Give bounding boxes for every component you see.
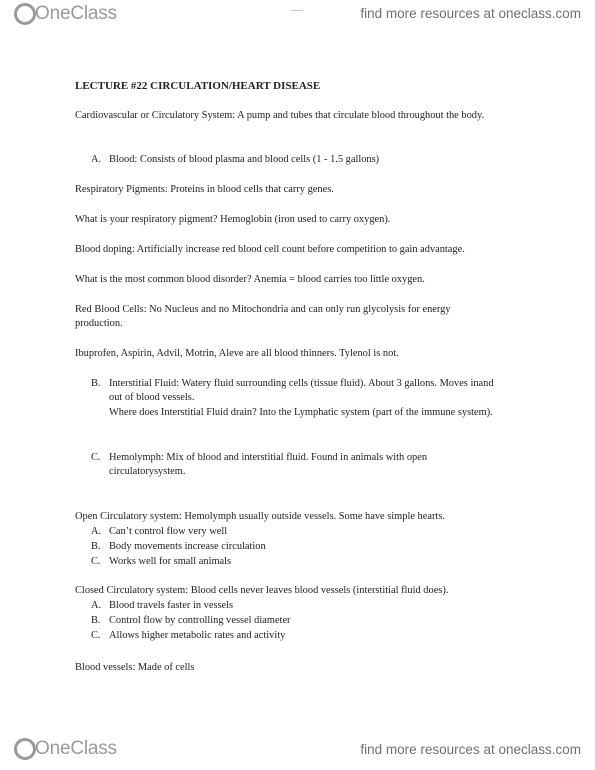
blood-disorder-paragraph: What is the most common blood disorder? Anemia = blood carries too little oxygen. — [75, 274, 425, 285]
blood-thinners-paragraph: Ibuprofen, Aspirin, Advil, Motrin, Aleve are all blood thinners. Tylenol is not. — [75, 348, 399, 359]
list-text: Control flow by controlling vessel diameter — [109, 615, 291, 626]
your-pigment-paragraph: What is your respiratory pigment? Hemoglobin (iron used to carry oxygen). — [75, 214, 391, 225]
list-marker: B. — [91, 541, 101, 552]
oneclass-logo[interactable] — [14, 738, 117, 760]
closed-system-heading: Closed Circulatory system: Blood cells never leaves blood vessels (interstitial fluid does). — [75, 585, 449, 596]
list-marker: B. — [91, 615, 101, 626]
header-tagline[interactable]: find more resources at oneclass.com — [360, 6, 581, 21]
list-marker: A. — [91, 526, 102, 537]
list-text: Works well for small animals — [109, 556, 232, 567]
list-marker: A. — [91, 600, 102, 611]
list-marker: A. — [91, 154, 102, 165]
page-header — [0, 0, 595, 30]
list-text: Blood travels faster in vessels — [109, 600, 234, 611]
list-text: Body movements increase circulation — [109, 541, 266, 552]
list-marker: C. — [91, 630, 101, 641]
list-text: Allows higher metabolic rates and activity — [109, 630, 286, 641]
logo-text: OneClass — [35, 738, 117, 759]
footer-tagline[interactable]: find more resources at oneclass.com — [360, 742, 581, 757]
header-divider — [291, 10, 303, 11]
list-text: Interstitial Fluid: Watery fluid surrounding cells (tissue fluid). About 3 gallons. Moves inand out of blood vessels. — [109, 378, 494, 404]
list-marker: B. — [91, 378, 101, 389]
oneclass-logo-icon — [14, 738, 36, 760]
list-marker: C. — [91, 556, 101, 567]
list-text: Hemolymph: Mix of blood and interstitial fluid. Found in animals with open circulatorysystem. — [109, 452, 428, 478]
cardio-paragraph: Cardiovascular or Circulatory System: A pump and tubes that circulate blood throughout the body. — [75, 110, 485, 121]
list-text: Blood: Consists of blood plasma and blood cells (1 - 1.5 gallons) — [109, 154, 380, 165]
rbc-paragraph: Red Blood Cells: No Nucleus and no Mitochondria and can only run glycolysis for energy production. — [75, 304, 451, 330]
list-marker: C. — [91, 452, 101, 463]
list-text: Can’t control flow very well — [109, 526, 228, 537]
oneclass-logo-icon — [14, 3, 36, 25]
lecture-title: LECTURE #22 CIRCULATION/HEART DISEASE — [75, 80, 321, 92]
interstitial-drain-note: Where does Interstitial Fluid drain? Into the Lymphatic system (part of the immune system). — [109, 407, 493, 418]
resp-pigments-paragraph: Respiratory Pigments: Proteins in blood cells that carry genes. — [75, 184, 334, 195]
open-system-heading: Open Circulatory system: Hemolymph usually outside vessels. Some have simple hearts. — [75, 511, 445, 522]
logo-text: OneClass — [35, 3, 117, 24]
oneclass-logo[interactable] — [14, 3, 117, 25]
blood-doping-paragraph: Blood doping: Artificially increase red blood cell count before competition to gain advantage. — [75, 244, 465, 255]
blood-vessels-paragraph: Blood vessels: Made of cells — [75, 662, 195, 673]
